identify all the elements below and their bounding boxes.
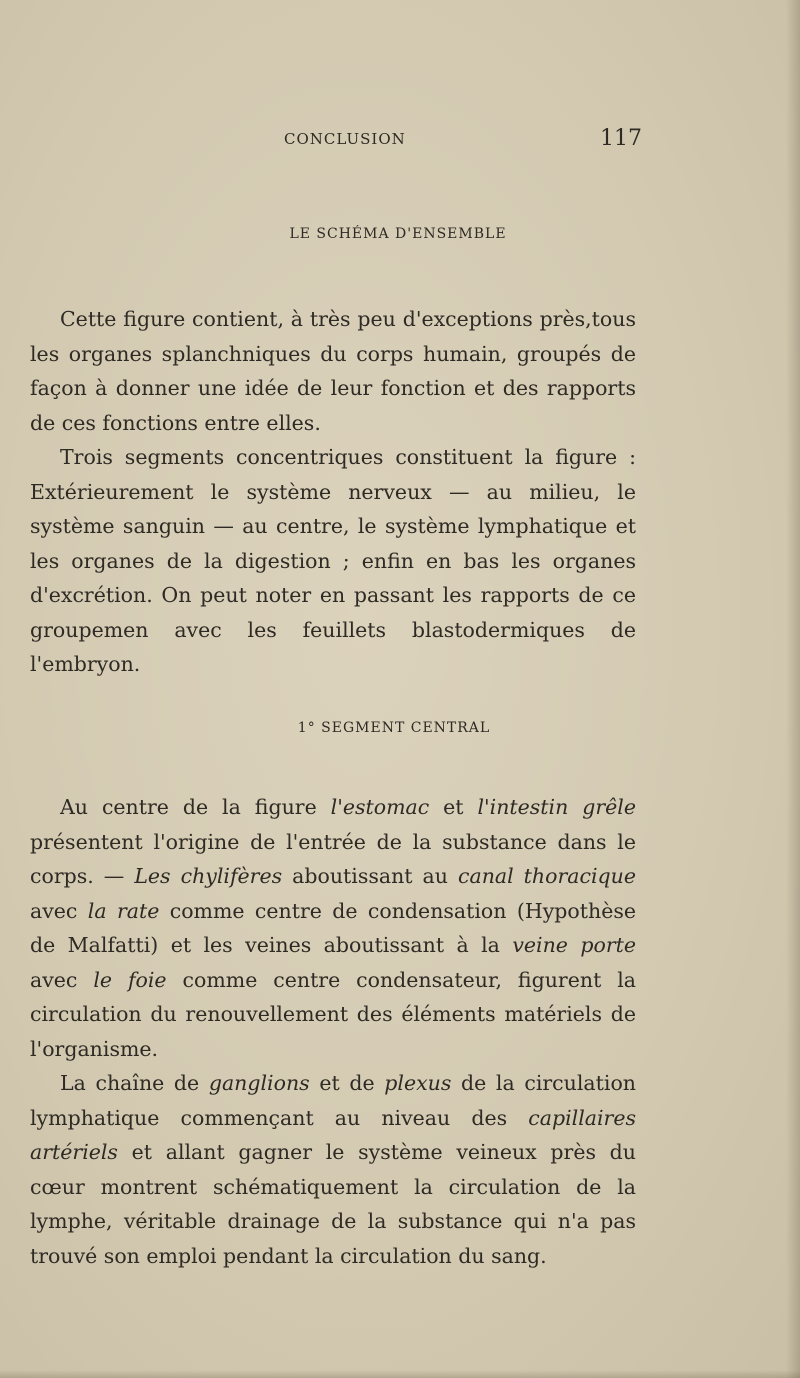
paragraph [30, 1066, 636, 1273]
page-number: 117 [600, 126, 642, 151]
text-run: comme centre condensateur, figurent la circulation du renouvellement des éléments matériels de l'organisme. [30, 967, 636, 1061]
section-title-schema: LE SCHÉMA D'ENSEMBLE [289, 226, 507, 242]
paragraph: Trois segments concentriques constituent la figure : Extérieurement le système nerveux — au milieu, le système sanguin — au centre, le système lymphatique et les organes de la digestion ; enfin en bas les organes d'excrétion. On peut noter en passant les rapports de ce groupemen avec les feuillets blastodermiques de l'embryon. [30, 445, 636, 676]
page-bottom-shadow [0, 1370, 800, 1378]
text-run: et [429, 795, 478, 819]
italic-term: plexus [384, 1071, 452, 1095]
text-run: Au centre de la figure [60, 795, 331, 819]
italic-term: l'estomac [330, 795, 430, 819]
text-run: avec [30, 898, 88, 923]
italic-term: la rate [87, 898, 160, 923]
text-run: La chaîne de [60, 1071, 209, 1095]
text-run: aboutissant au [282, 864, 458, 888]
italic-term: Les chylifères [134, 864, 283, 888]
text-run: de la circulation lymphatique commençant au niveau des [30, 1071, 636, 1130]
text-run: présentent l'origine de l'entrée de la substance dans le corps. — [30, 829, 636, 888]
text-run: comme centre de condensation (Hypothèse de Malfatti) et les veines aboutissant à la [30, 898, 636, 957]
italic-term: l'intestin grêle [477, 795, 636, 819]
section-title-segment-central: 1° SEGMENT CENTRAL [297, 720, 491, 736]
text-run: et de [309, 1071, 385, 1095]
paragraph: Cette figure contient, à très peu d'exceptions près,tous les organes splanchniques du corps humain, groupés de façon à donner une idée de leur fonction et des rapports de ces fonctions entre elles. [30, 307, 636, 435]
italic-term: capillaires artériels [30, 1105, 636, 1164]
italic-term: ganglions [208, 1071, 310, 1095]
text-run: avec [30, 967, 94, 992]
paragraph [30, 790, 636, 1066]
italic-term: le foie [93, 967, 167, 992]
section-body-schema [30, 302, 636, 682]
page-edge-shadow [786, 0, 800, 1378]
section-body-segment-central [30, 790, 636, 1273]
italic-term: canal thoracique [457, 864, 636, 888]
italic-term: veine porte [512, 933, 636, 957]
running-title: CONCLUSION [284, 130, 406, 148]
text-run: et allant gagner le système veineux près du cœur montrent schématiquement la circulation de la lymphe, véritable drainage de la substance qui n'a pas trouvé son emploi pendant la circulation du sang. [30, 1140, 636, 1268]
